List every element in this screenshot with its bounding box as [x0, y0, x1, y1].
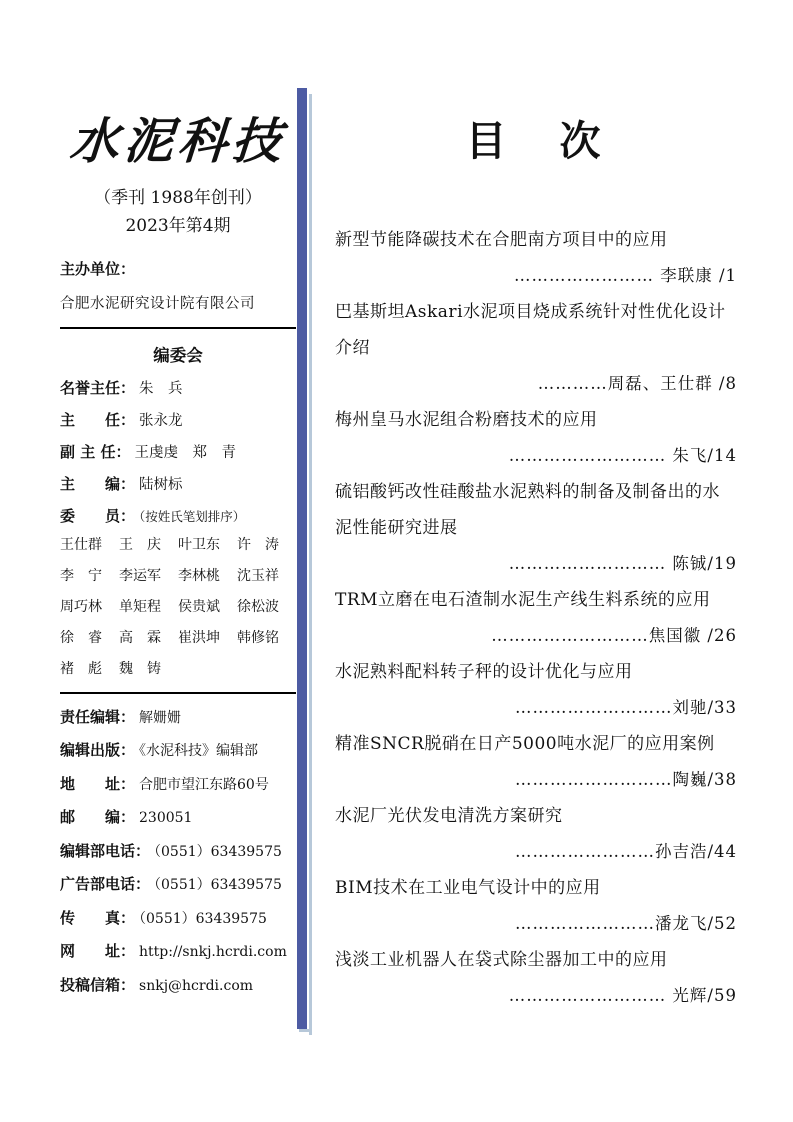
journal-title: 水泥科技	[67, 112, 289, 170]
member-name: 徐 睿	[60, 630, 102, 646]
toc-entry-byline: ……………………… 光辉/59	[508, 986, 737, 1005]
toc-entry	[335, 402, 737, 474]
role-value: （按姓氏笔划排序）	[139, 509, 246, 524]
publication-info-row	[60, 975, 296, 996]
role-label: 主 编：	[60, 475, 136, 493]
member-name: 魏 铸	[119, 661, 161, 677]
publication-info-row	[60, 941, 296, 962]
board-role-row	[60, 475, 296, 494]
toc-entry	[335, 222, 737, 294]
toc-entry-title: 水泥厂光伏发电清洗方案研究	[335, 806, 563, 826]
member-name: 李运军	[119, 568, 161, 584]
role-value: 张永龙	[139, 413, 183, 429]
pub-label: 编辑出版：	[60, 741, 136, 759]
toc-entry	[335, 726, 737, 798]
toc-entry	[335, 294, 737, 402]
editorial-board-heading: 编委会	[153, 346, 203, 365]
masthead-rule-top	[60, 327, 296, 329]
toc-entry-byline: ………………………陶巍/38	[514, 770, 737, 789]
journal-issue: 2023年第4期	[125, 216, 231, 236]
member-name: 王 庆	[119, 537, 161, 553]
publication-info-row	[60, 874, 296, 895]
pub-value: 《水泥科技》编辑部	[139, 743, 259, 759]
vertical-divider-bar	[297, 88, 312, 1029]
pub-value: （0551）63439575	[139, 910, 267, 927]
pub-value website-url: http://snkj.hcrdi.com	[139, 944, 287, 960]
organizer-label: 主办单位：	[60, 260, 136, 278]
board-role-row	[60, 411, 296, 430]
toc-entry	[335, 798, 737, 870]
pub-label: 邮 编：	[60, 808, 136, 826]
masthead-column	[60, 110, 296, 996]
member-name: 褚 彪	[60, 661, 102, 677]
member-name: 李林桃	[178, 568, 220, 584]
toc-entry	[335, 870, 737, 942]
pub-value: 解姗姗	[139, 709, 182, 726]
member-name: 崔洪坤	[178, 630, 220, 646]
pub-label: 编辑部电话：	[60, 841, 151, 860]
pub-value: （0551）63439575	[154, 843, 282, 860]
role-value: 朱 兵	[139, 381, 183, 397]
toc-entry-byline: …………周磊、王仕群 /8	[537, 374, 737, 393]
toc-entry-title: 巴基斯坦Askari水泥项目烧成系统针对性优化设计介绍	[335, 302, 726, 358]
journal-subtitle: （季刊 1988年创刊）	[94, 188, 262, 208]
publication-info-row	[60, 740, 296, 761]
board-role-row	[60, 443, 296, 462]
toc-entry-title: TRM立磨在电石渣制水泥生产线生料系统的应用	[335, 590, 711, 610]
publication-info-row	[60, 807, 296, 828]
publication-info-row	[60, 841, 296, 862]
pub-value: 合肥市望江东路60号	[139, 776, 269, 793]
member-name: 李 宁	[60, 568, 102, 584]
divider-shadow-bottom	[299, 1029, 312, 1032]
member-name: 单矩程	[119, 599, 161, 615]
toc-entry-title: 新型节能降碳技术在合肥南方项目中的应用	[335, 230, 668, 250]
toc-entry-byline: ……………………… 陈铖/19	[508, 554, 737, 573]
pub-value: （0551）63439575	[154, 877, 282, 893]
toc-entry-title: 水泥熟料配料转子秤的设计优化与应用	[335, 662, 633, 682]
member-name: 高 霖	[119, 630, 161, 646]
toc-entry	[335, 582, 737, 654]
member-name: 徐松波	[237, 599, 279, 615]
organizer-name: 合肥水泥研究设计院有限公司	[60, 296, 255, 312]
board-role-row	[60, 507, 296, 526]
divider-blue-bar	[297, 88, 307, 1029]
member-name: 沈玉祥	[237, 568, 279, 584]
role-value: 陆树标	[139, 477, 183, 493]
member-name: 周巧林	[60, 599, 102, 615]
pub-value: snkj@hcrdi.com	[139, 977, 254, 994]
role-label: 副 主 任：	[60, 443, 131, 461]
pub-value: 230051	[139, 810, 193, 826]
publication-info-row	[60, 774, 296, 795]
toc-entry-byline: ……………………潘龙飞/52	[514, 914, 737, 933]
toc-entry-title: 硫铝酸钙改性硅酸盐水泥熟料的制备及制备出的水泥性能研究进展	[335, 482, 720, 538]
publication-info-row	[60, 908, 296, 929]
role-label: 名誉主任：	[60, 379, 136, 397]
board-members-grid	[60, 536, 296, 678]
divider-shadow-right	[309, 94, 312, 1035]
role-value: 王虔虔 郑 青	[134, 445, 236, 461]
member-name: 叶卫东	[178, 537, 220, 553]
pub-label: 网 址：	[60, 942, 136, 960]
toc-entry-title: BIM技术在工业电气设计中的应用	[335, 878, 601, 898]
toc-heading: 目 次	[465, 117, 607, 165]
toc-entry-byline: ………………………焦国徽 /26	[491, 626, 737, 645]
toc-entry	[335, 942, 737, 1014]
role-label: 主 任：	[60, 411, 136, 429]
member-name: 王仕群	[60, 537, 102, 553]
publication-info-row	[60, 707, 296, 728]
role-label: 委 员：	[60, 507, 136, 525]
member-name: 许 涛	[237, 537, 279, 553]
toc-entry-byline: ………………………刘驰/33	[514, 698, 737, 717]
pub-label: 责任编辑：	[60, 707, 136, 726]
pub-label: 投稿信箱：	[60, 975, 136, 994]
toc-entry-title: 梅州皇马水泥组合粉磨技术的应用	[335, 410, 598, 430]
toc-entry-byline: ……………………孙吉浩/44	[514, 842, 737, 861]
masthead-rule-bottom	[60, 692, 296, 694]
toc-entry	[335, 654, 737, 726]
toc-entry	[335, 474, 737, 582]
pub-label: 广告部电话：	[60, 875, 151, 893]
toc-entry-title: 精准SNCR脱硝在日产5000吨水泥厂的应用案例	[335, 734, 715, 754]
toc-column	[335, 116, 737, 1014]
toc-entry-byline: ……………………… 朱飞/14	[508, 446, 737, 465]
pub-label: 地 址：	[60, 774, 136, 793]
member-name: 韩修铭	[237, 630, 279, 646]
member-name: 侯贵斌	[178, 599, 220, 615]
board-role-row	[60, 379, 296, 398]
pub-label: 传 真：	[60, 908, 136, 927]
toc-entry-title: 浅淡工业机器人在袋式除尘器加工中的应用	[335, 950, 668, 970]
toc-list	[335, 222, 737, 1014]
toc-entry-byline: …………………… 李联康 /1	[513, 266, 737, 285]
